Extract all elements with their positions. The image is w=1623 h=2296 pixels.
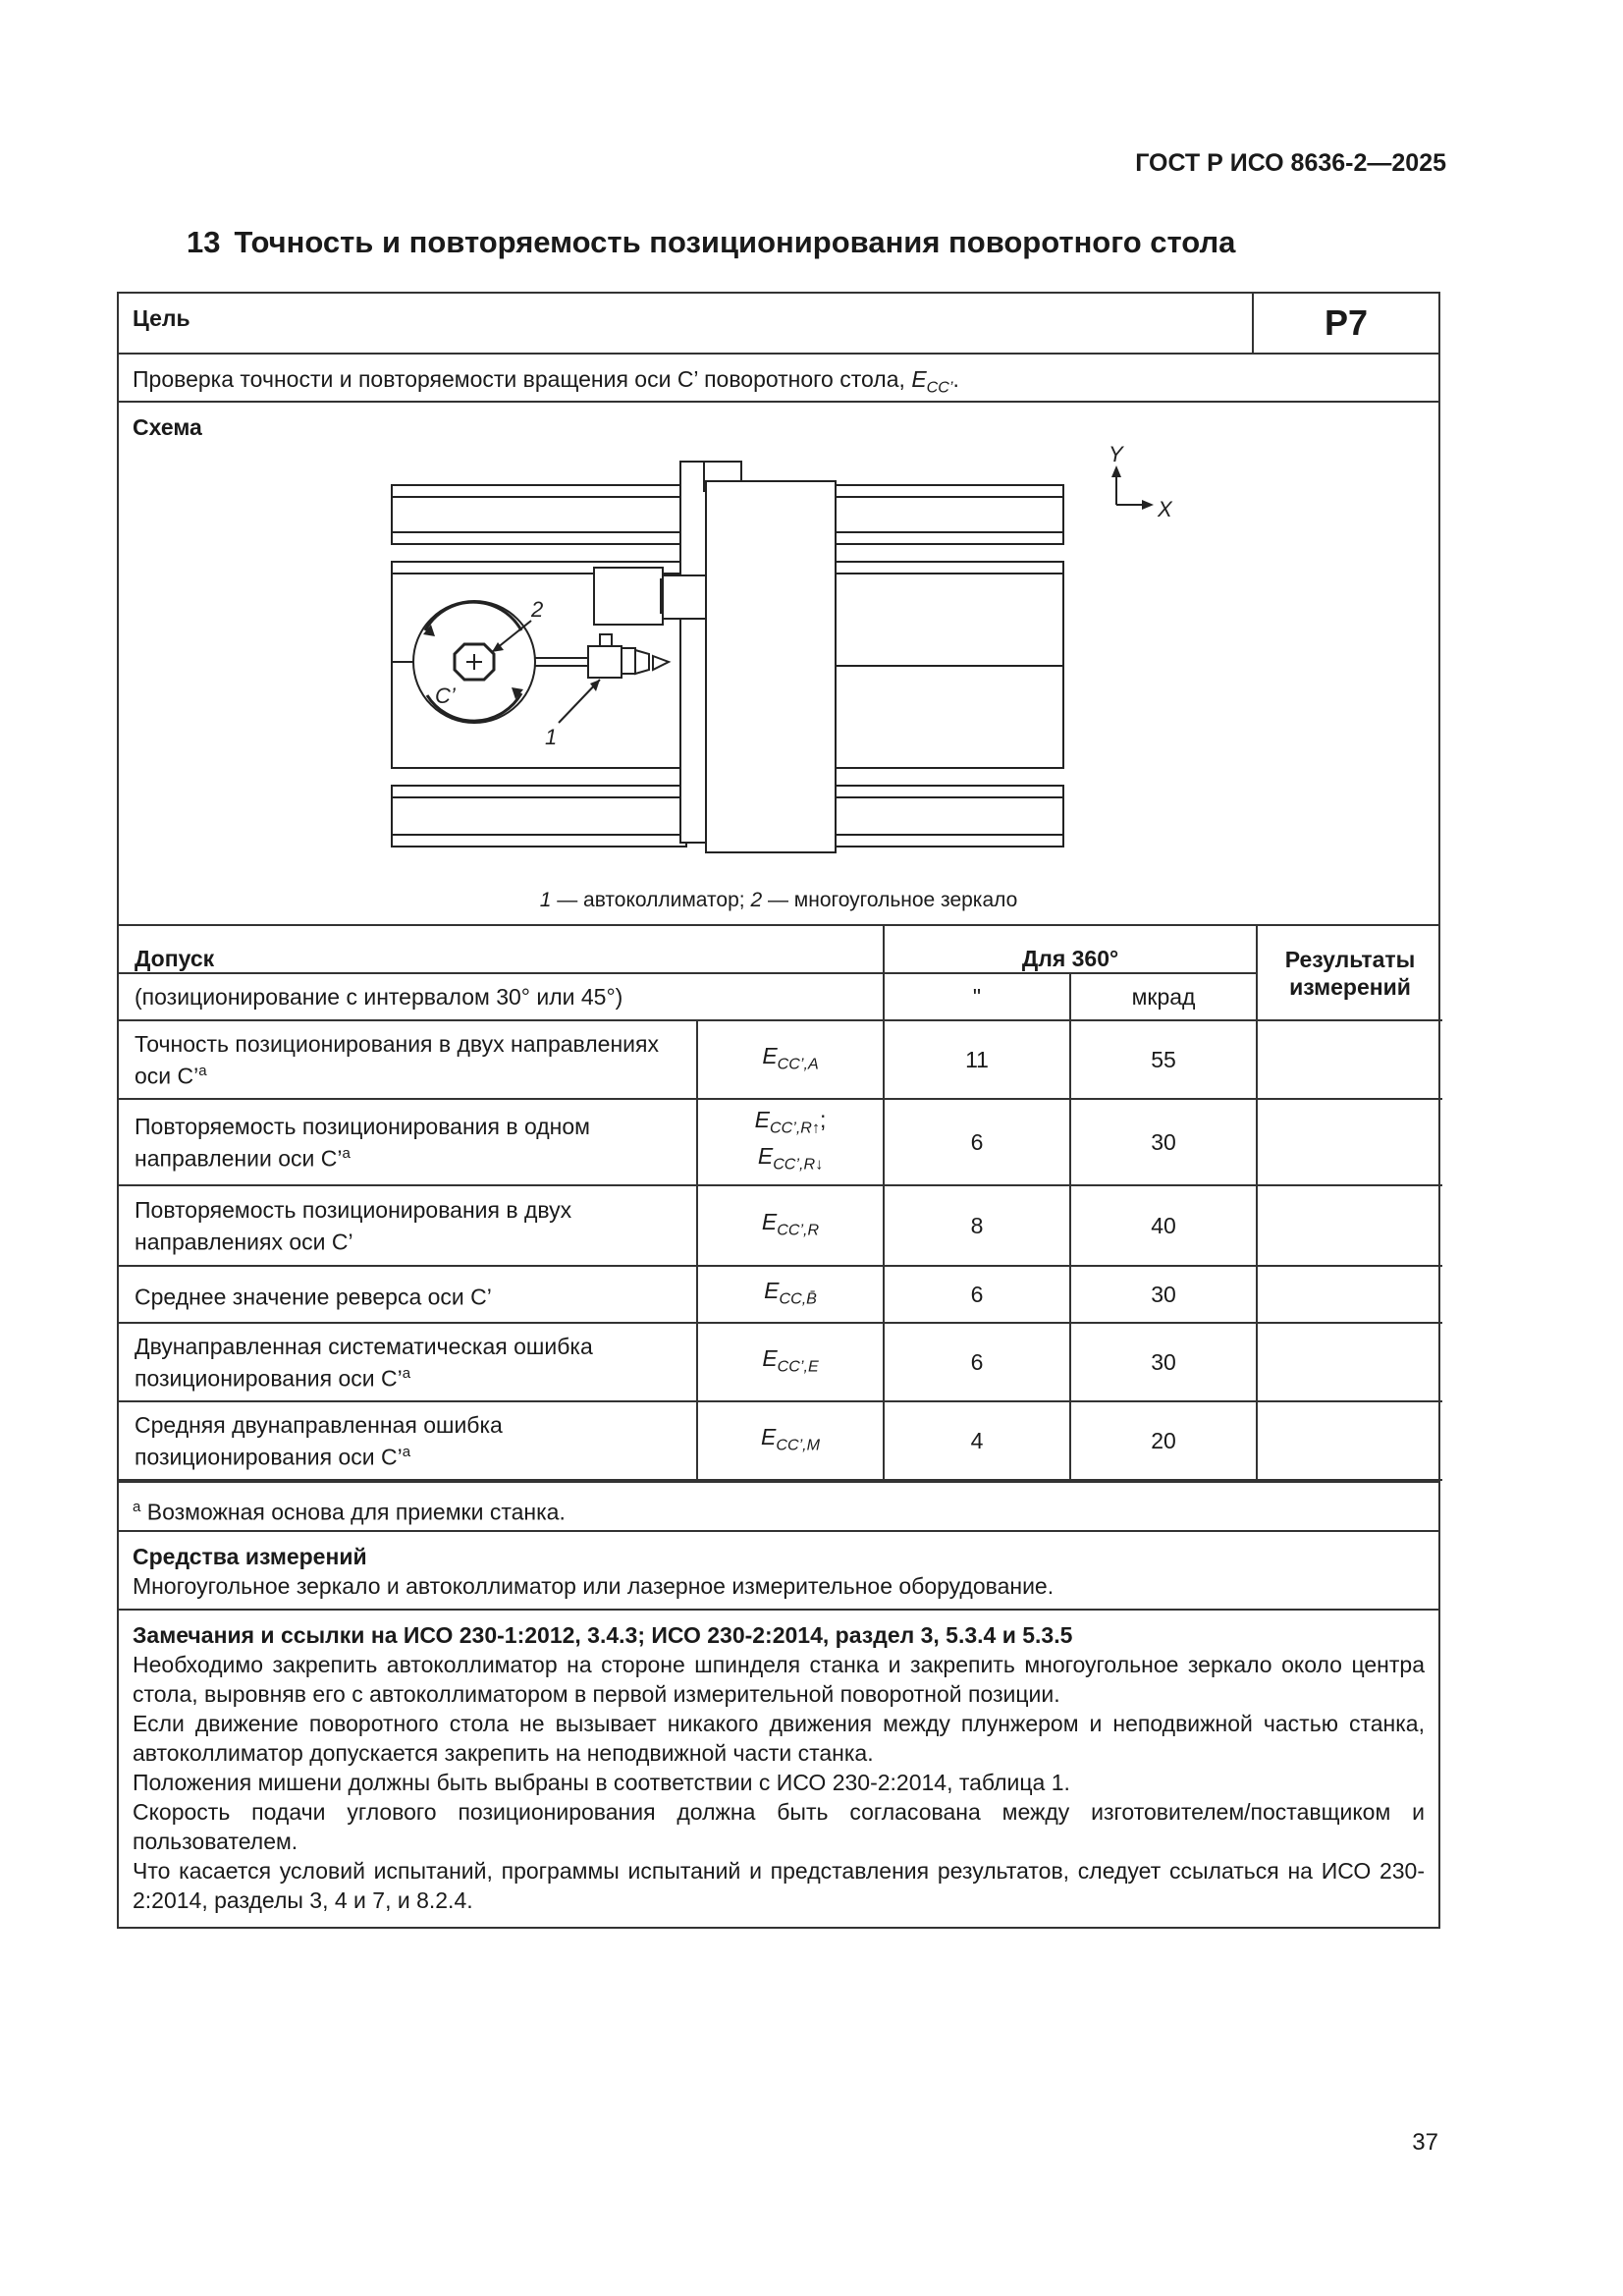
test-code: P7 <box>1252 294 1438 355</box>
goal-text-body: Проверка точности и повторяемости вращения оси C’ поворотного стола, <box>133 366 912 392</box>
results-header: Результаты измерений <box>1257 926 1442 1020</box>
goal-symbol: E <box>911 366 927 392</box>
row-value-microrad: 40 <box>1070 1185 1257 1266</box>
note-paragraph: Положения мишени должны быть выбраны в соответствии с ИСО 230-2:2014, таблица 1. <box>133 1770 1070 1795</box>
standard-code: ГОСТ Р ИСО 8636-2—2025 <box>1135 149 1446 177</box>
row-symbol: $E_{CC’,R}$ <box>697 1185 884 1266</box>
tolerance-label-cell <box>119 926 884 973</box>
row-desc: Среднее значение реверса оси C’ <box>119 1266 697 1323</box>
tolerance-table <box>119 926 1442 1481</box>
row-symbol: $E_{CC’,A}$ <box>697 1020 884 1099</box>
caption-marker-2: 2 <box>750 889 763 911</box>
notes-section <box>119 1611 1438 1927</box>
section-number: 13 <box>187 225 221 259</box>
table-row <box>119 1266 1442 1323</box>
axis-y-label: Y <box>1109 442 1123 466</box>
footnote <box>119 1483 1438 1532</box>
tolerance-sublabel: (позиционирование с интервалом 30° или 45°) <box>119 973 884 1020</box>
instruments-section <box>119 1532 1438 1611</box>
row-symbol: $E_{CC’,M}$ <box>697 1401 884 1480</box>
lower-rail-right <box>836 786 1063 847</box>
marker-c-axis: C’ <box>435 683 456 708</box>
table-row <box>119 1323 1442 1401</box>
tolerance-section <box>119 926 1438 1483</box>
row-desc: Точность позиционирования в двух направлениях оси C’$^a$ <box>119 1020 697 1099</box>
upper-rail-right <box>836 485 1063 544</box>
section-title-text: Точность и повторяемость позиционирования поворотного стола <box>234 225 1236 259</box>
row-value-arcsec: 6 <box>884 1266 1070 1323</box>
marker-2: 2 <box>531 597 544 622</box>
note-paragraph: Если движение поворотного стола не вызывает никакого движения между плунжером и неподвижной частью станка, автоколлиматор допускается закрепить на неподвижной части станка. <box>133 1711 1425 1766</box>
section-title <box>187 225 1235 260</box>
spindle-head <box>594 568 663 625</box>
row-value-microrad: 30 <box>1070 1266 1257 1323</box>
tolerance-label: Допуск <box>135 946 215 971</box>
notes-body <box>133 1650 1425 1915</box>
page-number: 37 <box>1412 2129 1438 2156</box>
row-result[interactable] <box>1257 1266 1442 1323</box>
row-value-microrad: 30 <box>1070 1099 1257 1185</box>
row-value-microrad: 55 <box>1070 1020 1257 1099</box>
footnote-mark: a <box>133 1499 141 1515</box>
row-result[interactable] <box>1257 1323 1442 1401</box>
row-desc: Повторяемость позиционирования в двух направлениях оси C’ <box>119 1185 697 1266</box>
lower-rail-left <box>392 786 686 847</box>
footnote-text: Возможная основа для приемки станка. <box>146 1499 566 1525</box>
caption-text-1: — автоколлиматор; <box>551 889 751 911</box>
table-row <box>119 1020 1442 1099</box>
instruments-label: Средства измерений <box>133 1544 367 1569</box>
table-row <box>119 1099 1442 1185</box>
note-paragraph: Необходимо закрепить автоколлиматор на стороне шпинделя станка и закрепить многоугольное зеркало около центра стола, выровняв его с автоколлиматором в первой измерительной поворотной позиции. <box>133 1652 1425 1707</box>
row-symbol: $E_{CC,B̄}$ <box>697 1266 884 1323</box>
caption-marker-1: 1 <box>539 889 552 911</box>
unit-microrad: мкрад <box>1070 973 1257 1020</box>
row-desc: Повторяемость позиционирования в одном направлении оси C’$^a$ <box>119 1099 697 1185</box>
row-result[interactable] <box>1257 1185 1442 1266</box>
unit-arcsec: " <box>884 973 1070 1020</box>
row-value-arcsec: 8 <box>884 1185 1070 1266</box>
test-card <box>117 292 1440 1929</box>
table-row <box>119 1401 1442 1480</box>
upper-rail-left <box>392 485 686 544</box>
scheme-label: Схема <box>133 414 202 440</box>
goal-symbol-sub: CC’ <box>926 378 953 397</box>
row-value-arcsec: 6 <box>884 1323 1070 1401</box>
scheme-caption <box>119 889 1438 912</box>
for-360-header: Для 360° <box>884 926 1257 973</box>
scheme-section <box>119 403 1438 926</box>
row-symbol: $E_{CC’,E}$ <box>697 1323 884 1401</box>
row-value-arcsec: 11 <box>884 1020 1070 1099</box>
row-desc: Средняя двунаправленная ошибка позиционирования оси C’$^a$ <box>119 1401 697 1480</box>
scheme-diagram <box>119 403 1438 874</box>
note-paragraph: Что касается условий испытаний, программы испытаний и представления результатов, следует ссылаться на ИСО 230-2:2014, разделы 3, 4 и 7, и 8.2.4. <box>133 1858 1425 1913</box>
row-desc: Двунаправленная систематическая ошибка позиционирования оси C’$^a$ <box>119 1323 697 1401</box>
goal-text <box>133 364 959 403</box>
row-value-arcsec: 6 <box>884 1099 1070 1185</box>
goal-section <box>119 294 1438 403</box>
caption-text-2: — многоугольное зеркало <box>762 889 1018 911</box>
row-value-arcsec: 4 <box>884 1401 1070 1480</box>
row-value-microrad: 20 <box>1070 1401 1257 1480</box>
row-symbol: $E_{CC’,R↑}$; $E_{CC’,R↓}$ <box>697 1099 884 1185</box>
row-result[interactable] <box>1257 1401 1442 1480</box>
row-result[interactable] <box>1257 1020 1442 1099</box>
goal-text-end: . <box>952 366 959 392</box>
goal-label-cell <box>133 294 1252 355</box>
axis-x-label: X <box>1158 497 1172 521</box>
row-result[interactable] <box>1257 1099 1442 1185</box>
marker-1: 1 <box>545 725 558 749</box>
instruments-text: Многоугольное зеркало и автоколлиматор или лазерное измерительное оборудование. <box>133 1573 1055 1599</box>
table-row <box>119 1185 1442 1266</box>
spindle-carriage <box>706 481 836 852</box>
row-value-microrad: 30 <box>1070 1323 1257 1401</box>
goal-label: Цель <box>133 305 190 331</box>
note-paragraph: Скорость подачи углового позиционирования должна быть согласована между изготовителем/поставщиком и пользователем. <box>133 1799 1425 1854</box>
notes-label: Замечания и ссылки на ИСО 230-1:2012, 3.4.3; ИСО 230-2:2014, раздел 3, 5.3.4 и 5.3.5 <box>133 1622 1073 1648</box>
autocollimator <box>588 646 622 678</box>
